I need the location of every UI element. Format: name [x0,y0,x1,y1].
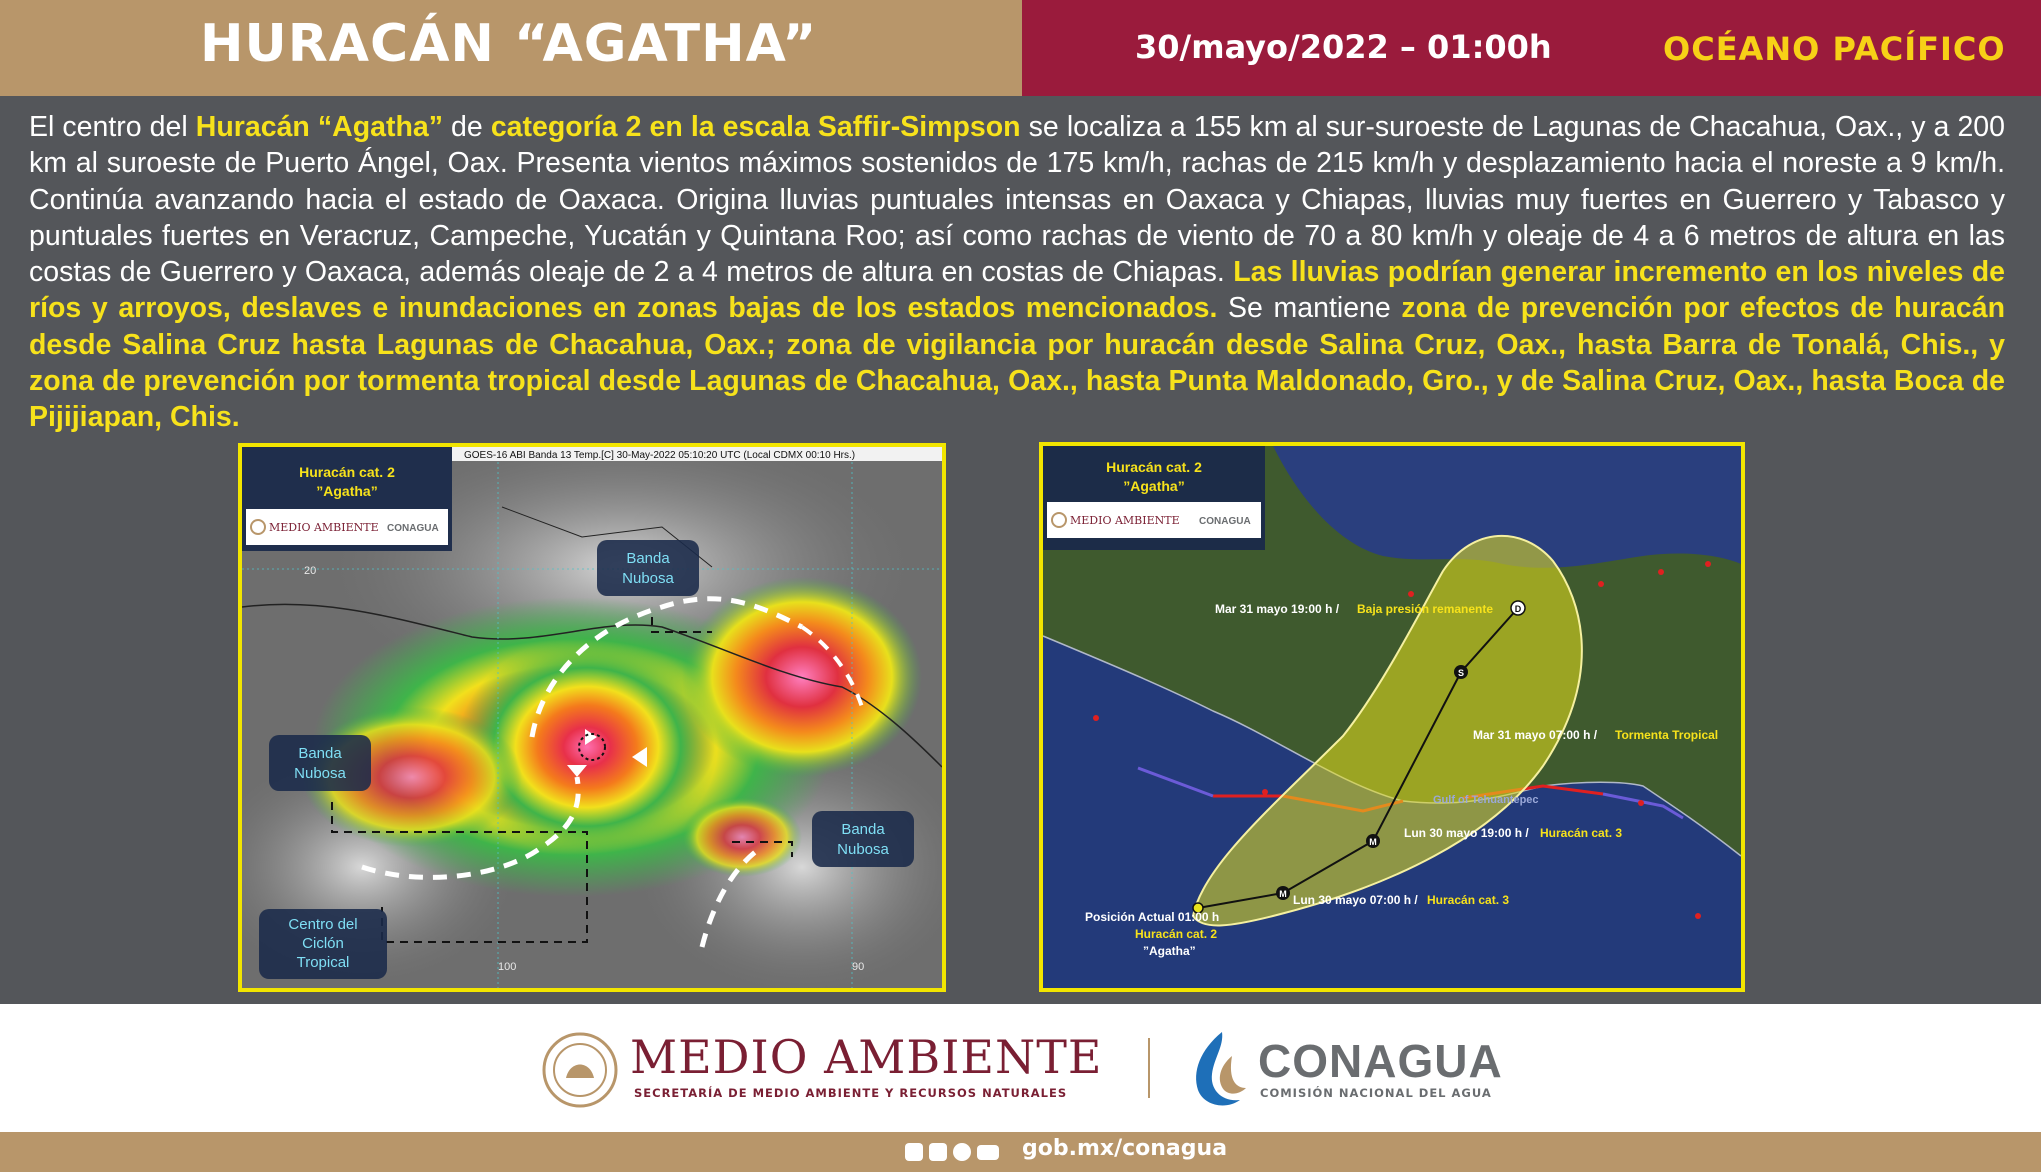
label-banda-right-line2: Nubosa [837,841,889,858]
gulf-label: Gulf of Tehuantepec [1433,794,1539,806]
track-label-status: Baja presión remanente [1357,602,1494,616]
forecast-track-map [1039,442,1745,992]
region-label: OCÉANO PACÍFICO [1663,30,2006,68]
track-label-time: Mar 31 mayo 19:00 h / [1215,602,1340,616]
track-label-status: Huracán cat. 3 [1427,893,1510,907]
label-banda-top-line1: Banda [626,550,670,567]
satellite-caption: GOES-16 ABI Banda 13 Temp.[C] 30-May-2022 05:10:20 UTC (Local CDMX 00:10 Hrs.) [464,450,856,461]
satellite-logo-ma: MEDIO AMBIENTE [269,521,379,534]
label-banda-left-line1: Banda [298,745,342,762]
convective-cell [682,797,802,877]
city-dot [1093,715,1099,721]
track-marker-label: M [1369,837,1377,847]
label-banda-top-line2: Nubosa [622,570,674,587]
satellite-logo-cg: CONAGUA [387,523,439,534]
track-label-status: Tormenta Tropical [1615,728,1719,742]
bulletin-highlight-risks: Las lluvias podrían generar incremento en los niveles de ríos y arroyos, deslaves e inundaciones en zonas bajas de los estados mencionados. [29,256,2005,325]
track-label-time: Lun 30 mayo 19:00 h / [1404,826,1529,840]
city-dot [1262,789,1268,795]
track-logo-cg: CONAGUA [1199,516,1251,527]
bulletin-text-part: de [442,111,491,143]
footer-cg-title: CONAGUA [1258,1035,1503,1087]
facebook-icon[interactable] [905,1143,923,1161]
track-marker-label: M [1279,889,1287,899]
city-dot [1638,800,1644,806]
track-logo-ma: MEDIO AMBIENTE [1070,514,1180,527]
bottom-bar [0,1132,2041,1172]
label-center-line3: Tropical [296,954,350,971]
forecast-track-canvas [1043,446,1741,988]
track-label-time: Lun 30 mayo 07:00 h / [1293,893,1418,907]
satellite-badge-line1: Huracán cat. 2 [299,464,395,480]
latitude-label: 20 [304,565,317,577]
bulletin-highlight-name: Huracán “Agatha” [195,111,443,143]
website-link[interactable]: gob.mx/conagua [1022,1136,1228,1161]
conagua-logo-icon [1182,1028,1252,1112]
satellite-badge-line2: ”Agatha” [316,483,378,499]
track-label-time: Mar 31 mayo 07:00 h / [1473,728,1598,742]
label-banda-top [597,540,699,596]
bulletin-text [29,109,2005,436]
longitude-label: 100 [498,961,517,973]
instagram-icon[interactable] [953,1143,971,1161]
satellite-image-canvas [242,447,942,988]
label-center-line1: Centro del [288,916,358,933]
footer-ma-subtitle: SECRETARÍA DE MEDIO AMBIENTE Y RECURSOS NATURALES [634,1086,1068,1100]
city-dot [1705,561,1711,567]
bulletin-text-part: El centro del [29,111,196,143]
header [0,0,2041,96]
label-center-line2: Ciclón [302,935,344,952]
footer [0,1004,2041,1132]
city-dot [1408,591,1414,597]
city-dot [1695,913,1701,919]
twitter-icon[interactable] [929,1143,947,1161]
track-badge-line1: Huracán cat. 2 [1106,459,1202,475]
bulletin-highlight-category: categoría 2 en la escala Saffir-Simpson [490,111,1021,143]
label-banda-right-line1: Banda [841,821,885,838]
label-banda-left-line2: Nubosa [294,765,346,782]
track-badge-line2: ”Agatha” [1123,478,1185,494]
bulletin-text-part: se localiza a 155 km al sur-suroeste de Lagunas de Chacahua, Oax., y a 200 km al suroeste de Puerto Ángel, Oax. Presenta vientos máximos sostenidos de 175 km/h, rachas de 215 km/h y desplazamiento hacia el noreste a 9 km/h. Continúa avanzando hacia el estado de Oaxaca. Origina lluvias puntuales intensas en Oaxaca y Chiapas, lluvias muy fuertes en Guerrero y Tabasco y puntuales fuertes en Veracruz, Campeche, Yucatán y Quintana Roo; así como rachas de viento de 70 a 80 km/h y oleaje de 4 a 6 metros de altura en las costas de Guerrero y Oaxaca, además oleaje de 2 a 4 metros de altura en costas de Chiapas. [29,111,2006,289]
footer-divider [1148,1038,1150,1098]
current-position-status: Huracán cat. 2 [1135,927,1218,941]
label-banda-left [269,735,371,791]
bulletin-highlight-zones: zona de prevención por efectos de huracán desde Salina Cruz hasta Lagunas de Chacahua, Oax.; zona de vigilancia por huracán desde Salina Cruz, Oax., hasta Barra de Tonalá, Chis., y zona de prevención por tormenta tropical desde Lagunas de Chacahua, Oax., hasta Punta Maldonado, Gro., y de Salina Cruz, Oax., hasta Boca de Pijijiapan, Chis. [29,292,2005,434]
page-title: HURACÁN “AGATHA” [200,14,818,74]
current-position-label: Posición Actual 01:00 h [1085,910,1220,924]
satellite-image [238,443,946,992]
track-label-status: Huracán cat. 3 [1540,826,1623,840]
city-dot [1598,581,1604,587]
mexico-seal-icon [540,1030,620,1110]
label-banda-right [812,811,914,867]
youtube-icon[interactable] [977,1145,999,1160]
current-position-name: ”Agatha” [1143,944,1196,958]
social-icons [905,1138,999,1166]
bulletin-date: 30/mayo/2022 – 01:00h [1135,28,1552,66]
footer-ma-title: MEDIO AMBIENTE [630,1030,1103,1084]
track-marker-label: S [1457,668,1465,678]
track-marker-label: D [1514,604,1522,614]
bulletin-text-part: Se mantiene [1217,292,1402,325]
longitude-label: 90 [852,961,865,973]
city-dot [1658,569,1664,575]
footer-cg-subtitle: COMISIÓN NACIONAL DEL AGUA [1260,1086,1492,1100]
